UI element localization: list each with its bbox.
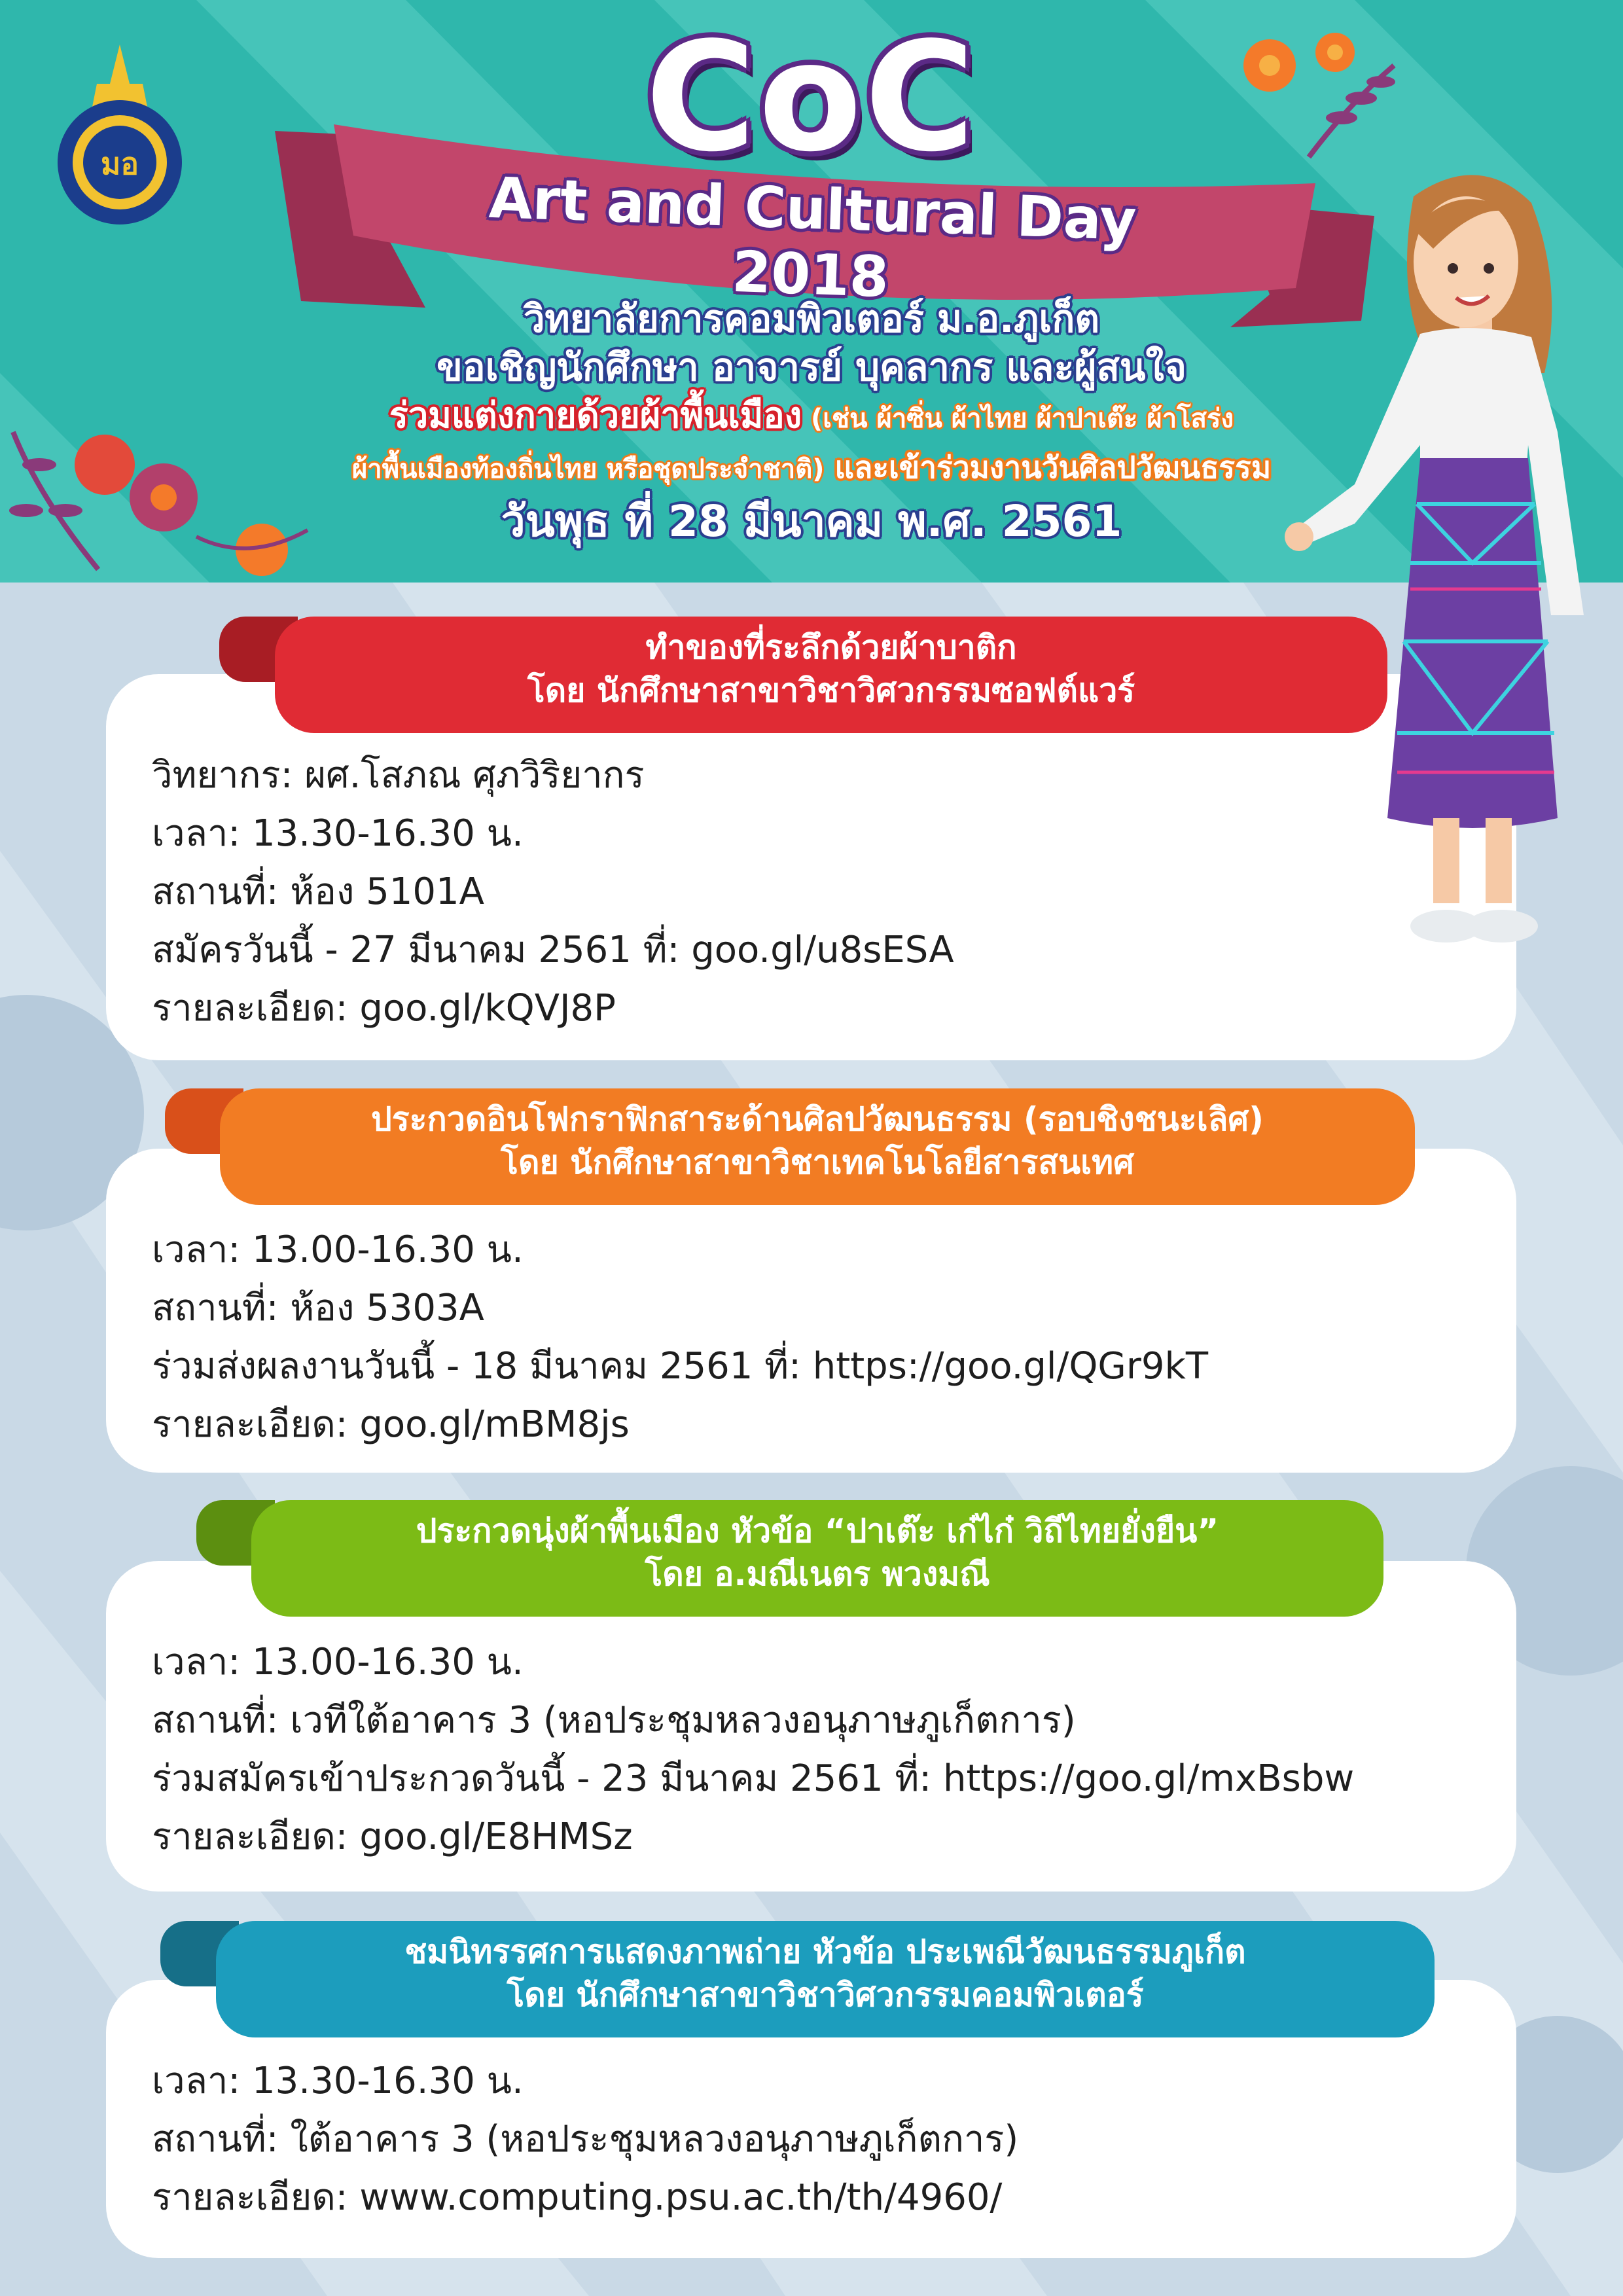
time-row: เวลา: 13.00-16.30 น.	[152, 1641, 524, 1683]
event-details	[152, 746, 954, 1037]
speaker-row: วิทยากร: ผศ.โสภณ ศุภวิริยากร	[152, 754, 645, 797]
girl-illustration-icon	[1270, 157, 1623, 969]
time-row: เวลา: 13.30-16.30 น.	[152, 2060, 524, 2102]
event-title-line1: ประกวดอินโฟกราฟิกสาระด้านศิลปวัฒนธรรม (รอบชิงชนะเลิศ)	[371, 1100, 1264, 1138]
dress-code-examples-2: ผ้าพื้นเมืองท้องถิ่นไทย หรือชุดประจำชาติ)	[351, 454, 825, 484]
dress-code-examples: (เช่น ผ้าซิ่น ผ้าไทย ผ้าปาเต๊ะ ผ้าโสร่ง	[802, 404, 1234, 434]
submission-row[interactable]: ร่วมส่งผลงานวันนี้ - 18 มีนาคม 2561 ที่: https://goo.gl/QGr9kT	[152, 1345, 1209, 1388]
event-details	[152, 2052, 1018, 2227]
invitation-text	[249, 295, 1374, 546]
venue-row: สถานที่: ใต้อาคาร 3 (หอประชุมหลวงอนุภาษภูเก็ตการ)	[152, 2118, 1019, 2161]
invitees-line: ขอเชิญนักศึกษา อาจารย์ บุคลากร และผู้สนใจ	[437, 345, 1186, 389]
event-title-line1: ทำของที่ระลึกด้วยผ้าบาติก	[645, 628, 1017, 666]
event-date: วันพุธ ที่ 28 มีนาคม พ.ศ. 2561	[501, 496, 1122, 547]
event-title-tab	[251, 1500, 1383, 1617]
venue-row: สถานที่: เวทีใต้อาคาร 3 (หอประชุมหลวงอนุภาษภูเก็ตการ)	[152, 1699, 1076, 1742]
event-title-line2: โดย นักศึกษาสาขาวิชาวิศวกรรมซอฟต์แวร์	[527, 672, 1135, 709]
event-title-tab	[275, 617, 1387, 733]
registration-row[interactable]: ร่วมสมัครเข้าประกวดวันนี้ - 23 มีนาคม 2561 ที่: https://goo.gl/mxBsbw	[152, 1757, 1355, 1800]
event-title: CoC	[645, 10, 978, 185]
details-link-row[interactable]: รายละเอียด: www.computing.psu.ac.th/th/4960/	[152, 2176, 1003, 2219]
venue-row: สถานที่: ห้อง 5101A	[152, 870, 484, 913]
event-title-line1: ประกวดนุ่งผ้าพื้นเมือง หัวข้อ “ปาเต๊ะ เก๋ไก๋ วิถีไทยยั่งยืน”	[416, 1512, 1219, 1550]
time-row: เวลา: 13.00-16.30 น.	[152, 1229, 524, 1271]
organizer-line: วิทยาลัยการคอมพิวเตอร์ ม.อ.ภูเก็ต	[523, 296, 1100, 341]
time-row: เวลา: 13.30-16.30 น.	[152, 812, 524, 855]
flower-icon	[1230, 26, 1407, 170]
dress-code-line	[249, 391, 1374, 443]
details-link-row[interactable]: รายละเอียด: goo.gl/E8HMSz	[152, 1816, 633, 1858]
details-link-row[interactable]: รายละเอียด: goo.gl/mBM8js	[152, 1403, 630, 1446]
event-title-line1: ชมนิทรรศการแสดงภาพถ่าย หัวข้อ ประเพณีวัฒนธรรมภูเก็ต	[404, 1933, 1246, 1971]
svg-text:มอ: มอ	[101, 146, 139, 181]
dress-code-emphasis: ร่วมแต่งกายด้วยผ้าพื้นเมือง	[389, 395, 802, 436]
join-event-text: และเข้าร่วมงานวันศิลปวัฒนธรรม	[824, 450, 1272, 485]
event-title-tab	[216, 1921, 1435, 2037]
dress-code-line-2	[249, 443, 1374, 493]
event-title-line2: โดย นักศึกษาสาขาวิชาวิศวกรรมคอมพิวเตอร์	[507, 1976, 1144, 2014]
event-title-line2: โดย อ.มณีเนตร พวงมณี	[645, 1555, 990, 1593]
event-details	[152, 1221, 1208, 1454]
event-title-line2: โดย นักศึกษาสาขาวิชาเทคโนโลยีสารสนเทศ	[501, 1143, 1134, 1181]
venue-row: สถานที่: ห้อง 5303A	[152, 1287, 484, 1329]
event-title-tab	[220, 1088, 1415, 1205]
details-link-row[interactable]: รายละเอียด: goo.gl/kQVJ8P	[152, 987, 616, 1030]
event-subtitle: Art and Cultural Day 2018	[488, 165, 1138, 311]
registration-row[interactable]: สมัครวันนี้ - 27 มีนาคม 2561 ที่: goo.gl/u8sESA	[152, 929, 954, 971]
event-details	[152, 1633, 1354, 1866]
